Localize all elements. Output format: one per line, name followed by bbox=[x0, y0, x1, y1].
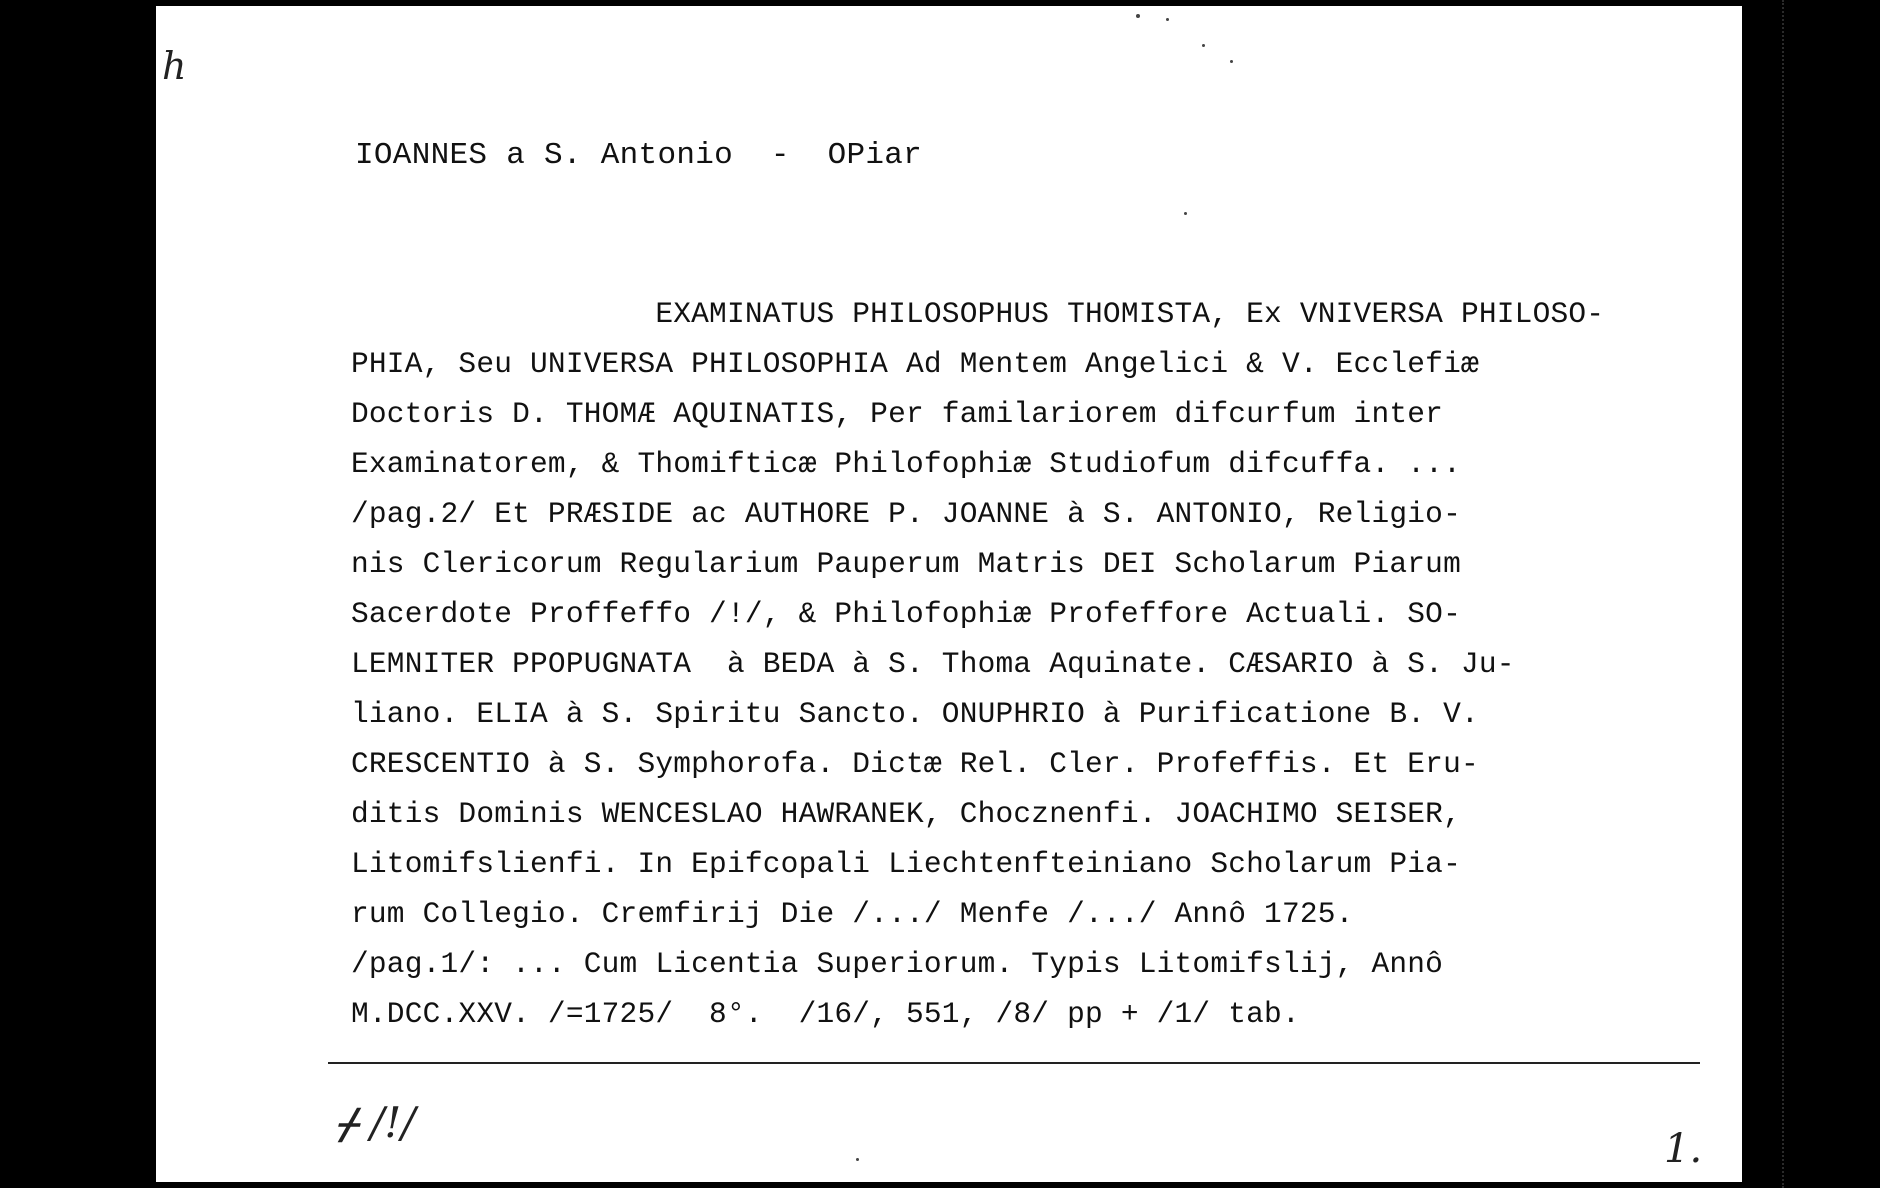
body-line: PHIA, Seu UNIVERSA PHILOSOPHIA Ad Mentem Angelici & V. Ecclefiæ bbox=[351, 347, 1479, 381]
body-line: M.DCC.XXV. /=1725/ 8°. /16/, 551, /8/ pp + /1/ tab. bbox=[351, 997, 1300, 1031]
card-body bbox=[351, 289, 1651, 1039]
body-line: Sacerdote Proffeffo /!/, & Philofophiæ Profeffore Actuali. SO- bbox=[351, 597, 1461, 631]
divider-rule bbox=[328, 1062, 1700, 1064]
scan-edge-strip bbox=[1782, 0, 1794, 1188]
card-header: IOANNES a S. Antonio - OPiar bbox=[355, 138, 923, 173]
scan-speck bbox=[1230, 60, 1233, 63]
corner-handwritten-mark: h bbox=[162, 44, 187, 88]
body-line: /pag.2/ Et PRÆSIDE ac AUTHORE P. JOANNE à S. ANTONIO, Religio- bbox=[351, 497, 1461, 531]
body-line: LEMNITER PPOPUGNATA à BEDA à S. Thoma Aquinate. CÆSARIO à S. Ju- bbox=[351, 647, 1515, 681]
body-line: Litomifslienfi. In Epifcopali Liechtenfteiniano Scholarum Pia- bbox=[351, 847, 1461, 881]
body-line: /pag.1/: ... Cum Licentia Superiorum. Typis Litomifslij, Annô bbox=[351, 947, 1444, 981]
catalog-card bbox=[156, 6, 1742, 1182]
scan-speck bbox=[1166, 18, 1169, 21]
page-number: 1. bbox=[1664, 1126, 1703, 1172]
body-line: rum Collegio. Cremfirij Die /.../ Menfe /.../ Annô 1725. bbox=[351, 897, 1354, 931]
body-line: liano. ELIA à S. Spiritu Sancto. ONUPHRIO à Purificatione B. V. bbox=[351, 697, 1479, 731]
body-line: Doctoris D. THOMÆ AQUINATIS, Per familariorem difcurfum inter bbox=[351, 397, 1444, 431]
scan-speck bbox=[856, 1158, 859, 1161]
body-line: CRESCENTIO à S. Symphorofa. Dictæ Rel. Cler. Profeffis. Et Eru- bbox=[351, 747, 1479, 781]
body-line: ditis Dominis WENCESLAO HAWRANEK, Chocznenfi. JOACHIMO SEISER, bbox=[351, 797, 1461, 831]
footer-handwritten-mark: ᚋ /!/ bbox=[336, 1098, 416, 1147]
body-line: nis Clericorum Regularium Pauperum Matris DEI Scholarum Piarum bbox=[351, 547, 1461, 581]
body-line: Examinatorem, & Thomifticæ Philofophiæ Studiofum difcuffa. ... bbox=[351, 447, 1461, 481]
scan-speck bbox=[1202, 44, 1205, 47]
body-line: EXAMINATUS PHILOSOPHUS THOMISTA, Ex VNIVERSA PHILOSO- bbox=[351, 297, 1605, 331]
scan-speck bbox=[1136, 14, 1140, 18]
scan-speck bbox=[1184, 212, 1187, 215]
